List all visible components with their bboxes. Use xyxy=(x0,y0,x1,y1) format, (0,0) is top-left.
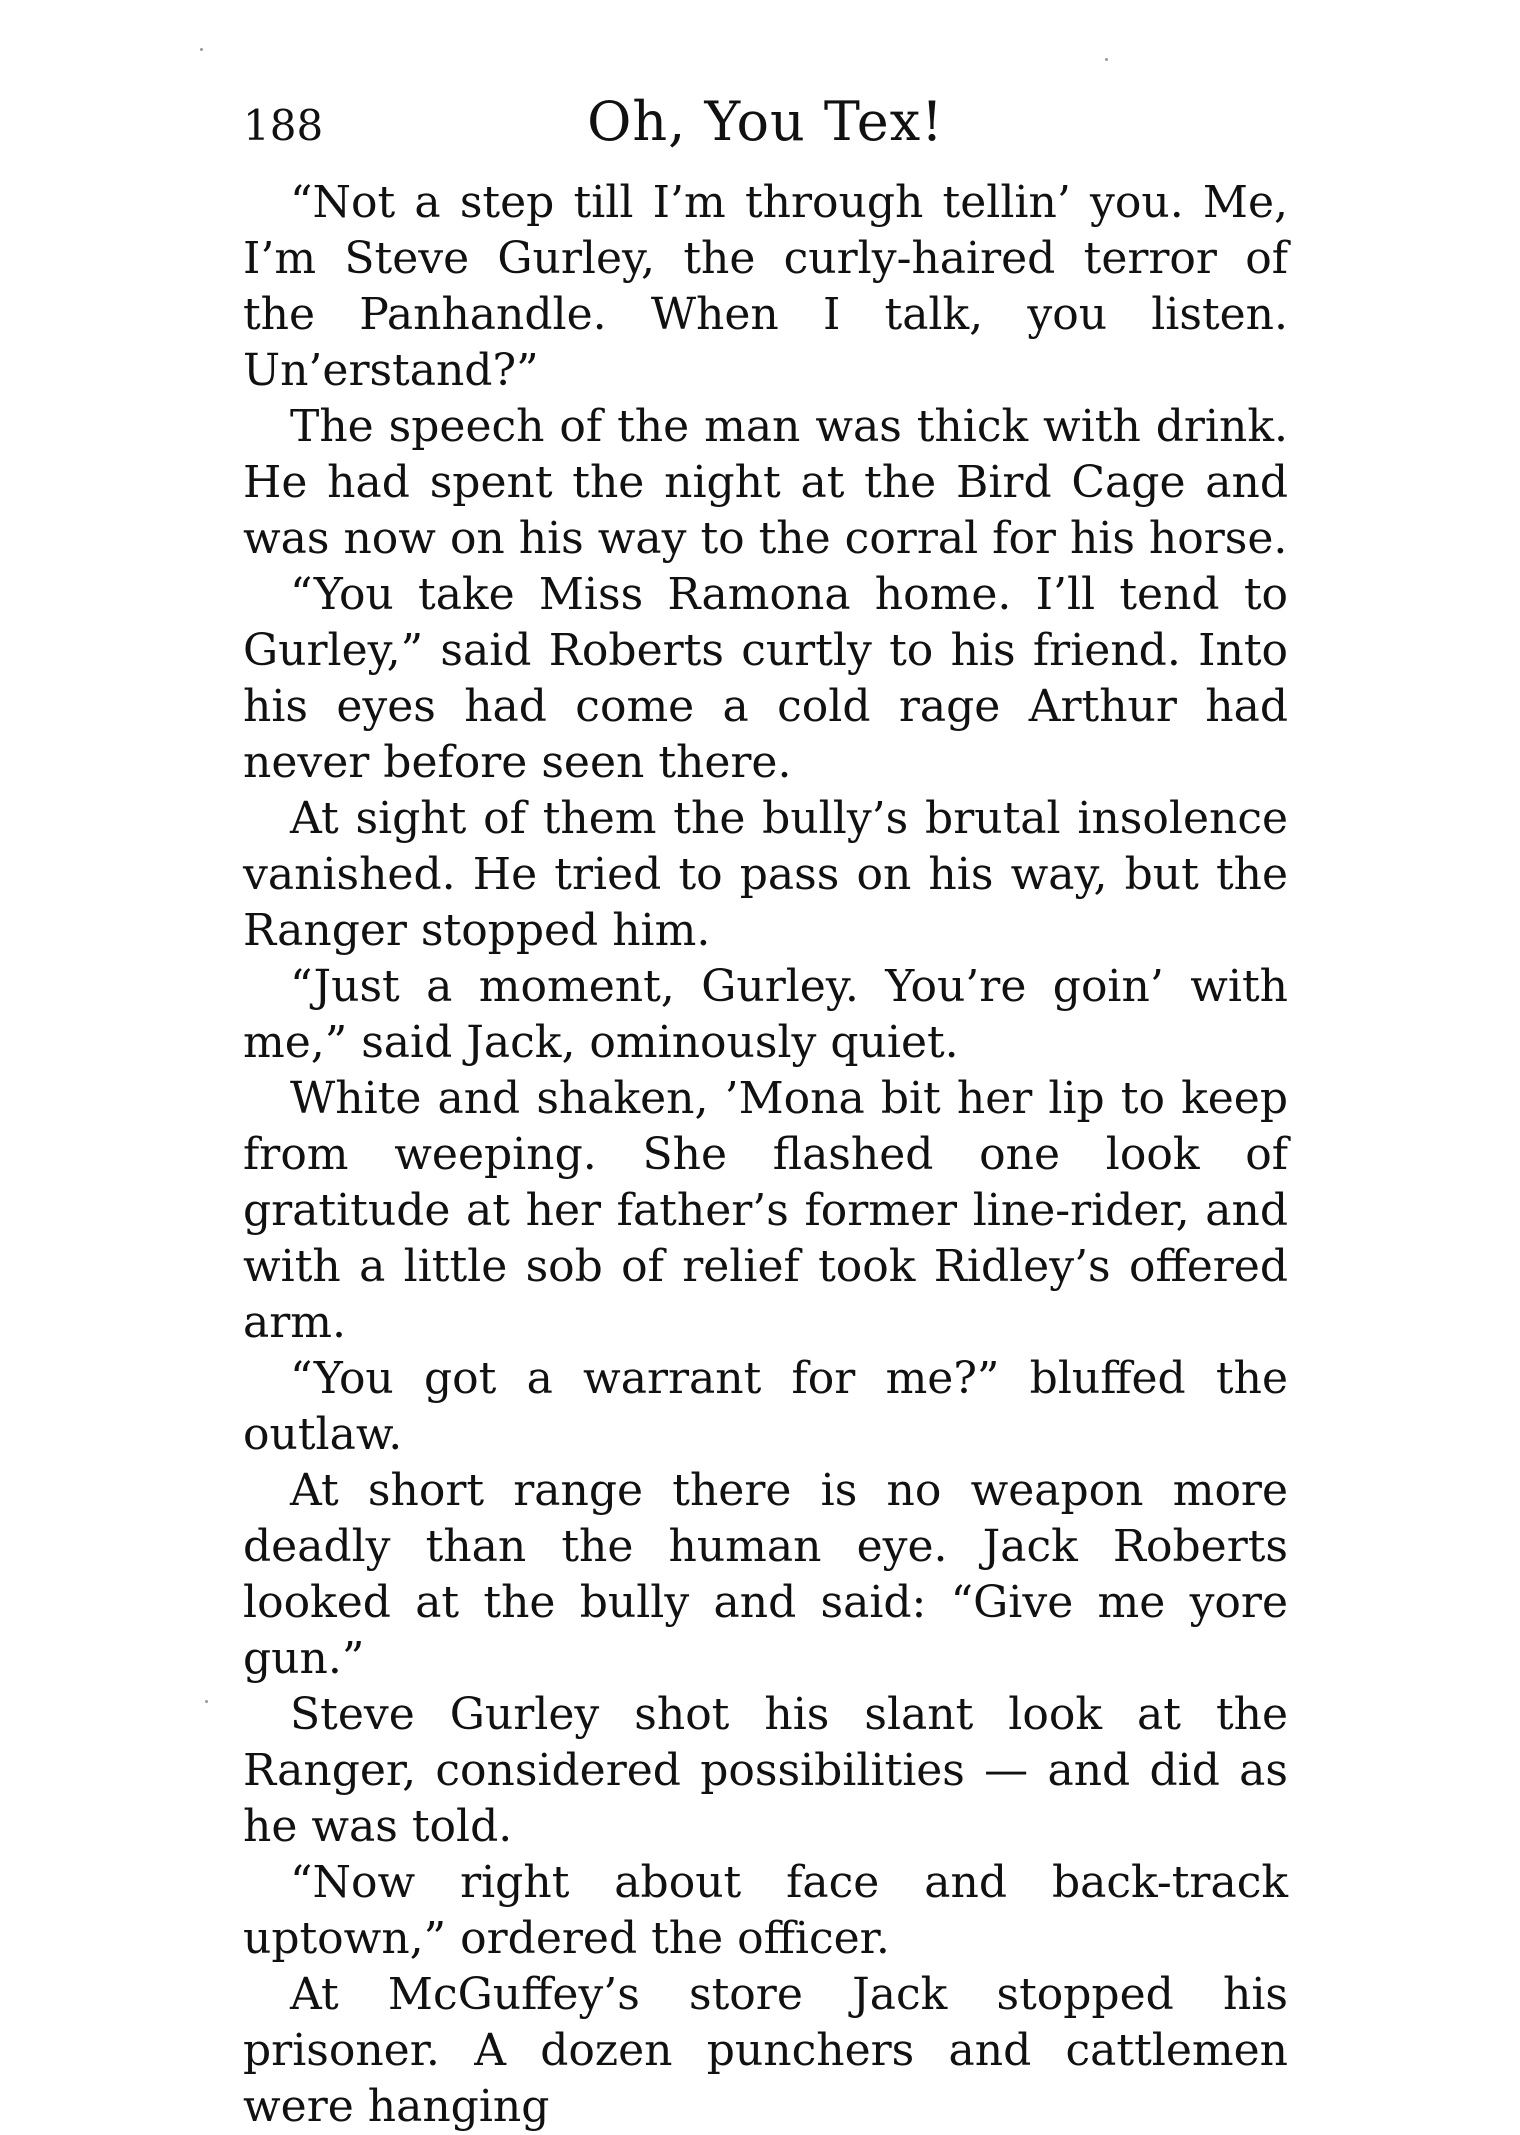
paragraph: At short range there is no weapon more deadly than the human eye. Jack Roberts looked at the bully and said: “Give me yore gun.” xyxy=(243,1465,1288,1684)
scan-speck xyxy=(1105,58,1108,61)
scan-speck xyxy=(200,48,203,51)
page-number: 188 xyxy=(243,101,324,150)
paragraph: “You take Miss Ramona home. I’ll tend to Gurley,” said Roberts curtly to his friend. Into his eyes had come a cold rage Arthur had never before seen there. xyxy=(243,569,1288,788)
paragraph: “You got a warrant for me?” bluffed the outlaw. xyxy=(243,1353,1288,1460)
body-text xyxy=(243,175,1288,2135)
paragraph: “Just a moment, Gurley. You’re goin’ with me,” said Jack, ominously quiet. xyxy=(243,961,1288,1068)
paragraph: “Now right about face and back-track uptown,” ordered the officer. xyxy=(243,1857,1288,1964)
paragraph: At McGuffey’s store Jack stopped his prisoner. A dozen punchers and cattlemen were hanging xyxy=(243,1969,1288,2132)
paragraph: White and shaken, ’Mona bit her lip to keep from weeping. She flashed one look of gratitude at her father’s former line-rider, and with a little sob of relief took Ridley’s offered arm. xyxy=(243,1073,1288,1348)
paragraph: At sight of them the bully’s brutal insolence vanished. He tried to pass on his way, but the Ranger stopped him. xyxy=(243,793,1288,956)
running-head xyxy=(243,90,1288,165)
paragraph: “Not a step till I’m through tellin’ you. Me, I’m Steve Gurley, the curly-haired terror of the Panhandle. When I talk, you listen. Un’erstand?” xyxy=(243,177,1288,396)
scan-speck xyxy=(205,1700,208,1703)
paragraph: The speech of the man was thick with drink. He had spent the night at the Bird Cage and was now on his way to the corral for his horse. xyxy=(243,401,1288,564)
book-title: Oh, You Tex! xyxy=(587,90,944,153)
paragraph: Steve Gurley shot his slant look at the Ranger, considered possibilities — and did as he was told. xyxy=(243,1689,1288,1852)
